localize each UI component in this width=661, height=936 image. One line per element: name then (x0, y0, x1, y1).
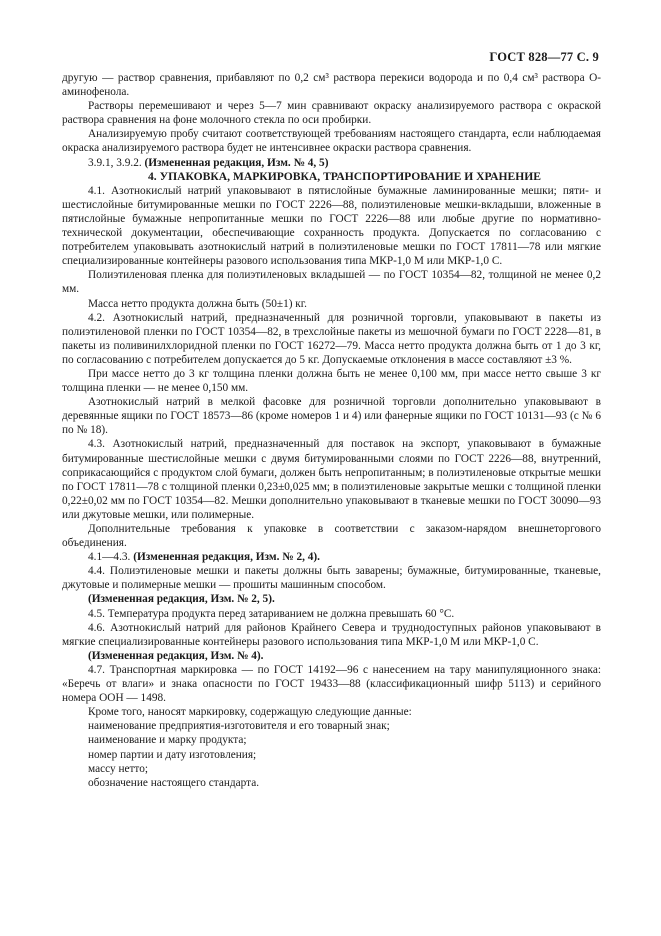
paragraph-4-5: 4.5. Температура продукта перед затариванием не должна превышать 60 °С. (88, 607, 455, 620)
paragraph-revision-4-6 (62, 649, 601, 663)
marking-item: наименование предприятия-изготовителя и его товарный знак; (88, 720, 390, 733)
paragraph-conclusion: Анализируемую пробу считают соответствующей требованиям настоящего стандарта, если наблюдаемая окраска анализируемого раствора будет не интенсивнее окраски раствора сравнения. (62, 128, 601, 155)
paragraph-continuation: другую — раствор сравнения, прибавляют по 0,2 см³ раствора перекиси водорода и по 0,4 см³ раствора О-аминофенола. (62, 72, 601, 99)
paragraph-revision-4-4 (62, 592, 601, 606)
section-title: 4. УПАКОВКА, МАРКИРОВКА, ТРАНСПОРТИРОВАНИЕ И ХРАНЕНИЕ (147, 169, 542, 183)
paragraph-4-2-boxes: Азотнокислый натрий в мелкой фасовке для розничной торговли дополнительно упаковывают в деревянные ящики по ГОСТ 18573—86 (кроме номеров 1 и 4) или фанерные ящики по ГОСТ 10131—93 (с № 6 по № 18). (62, 396, 601, 437)
paragraph-4-4: 4.4. Полиэтиленовые мешки и пакеты должны быть заварены; бумажные, битумированные, тканевые, джутовые и полимерные мешки — прошиты машинным способом. (62, 565, 601, 592)
page-header: ГОСТ 828—77 С. 9 (489, 50, 599, 64)
revision-note: (Измененная редакция, Изм. № 2, 5). (88, 593, 275, 606)
paragraph-4-3: 4.3. Азотнокислый натрий, предназначенный для поставок на экспорт, упаковывают в бумажные битумированные шестислойные мешки с двумя битумированными слоями по ГОСТ 2226—88, внутренний, соприкасающийся с продуктом слой бумаги, должен быть непропитанным; в полиэтиленовые открытые мешки по ГОСТ 17811—78 с толщиной пленки 0,23±0,025 мм; в полиэтиленовые закрытые мешки с толщиной пленки 0,22±0,02 мм по ГОСТ 10354—82. Мешки дополнительно упаковывают в тканевые мешки по ГОСТ 30090—93 или джутовые мешки, или полимерные. (62, 438, 601, 521)
paragraph-4-1-mass: Масса нетто продукта должна быть (50±1) кг. (88, 297, 307, 310)
paragraph-revision-391 (62, 156, 601, 170)
paragraph-4-6: 4.6. Азотнокислый натрий для районов Крайнего Севера и труднодоступных районов упаковывают в мягкие специализированные контейнеры разового использования типа МКР-1,0 М или МКР-1,0 С. (62, 621, 601, 648)
paragraph-4-7: 4.7. Транспортная маркировка — по ГОСТ 14192—96 с нанесением на тару манипуляционного знака: «Беречь от влаги» и знака опасности по ГОСТ 19433—88 (классификационный шифр 5113) и серийного номера ООН — 1498. (62, 663, 601, 705)
marking-item: обозначение настоящего стандарта. (88, 776, 260, 789)
revision-note: (Измененная редакция, Изм. № 4). (88, 649, 264, 662)
revision-note: (Измененная редакция, Изм. № 2, 4). (133, 551, 320, 564)
revision-ref: 4.1—4.3. (88, 551, 131, 564)
paragraph-4-2-thickness: При массе нетто до 3 кг толщина пленки должна быть не менее 0,100 мм, при массе нетто свыше 3 кг толщина пленки — не менее 0,150 мм. (62, 367, 601, 395)
marking-item: наименование и марку продукта; (88, 734, 247, 747)
document-body (62, 71, 601, 790)
paragraph-4-2: 4.2. Азотнокислый натрий, предназначенный для розничной торговли, упаковывают в пакеты из полиэтиленовой пленки по ГОСТ 10354—82, в трехслойные пакеты из мешочной бумаги по ГОСТ 2228—81, в пакеты из поливинилхлоридной пленки по ГОСТ 16272—79. Масса нетто продукта должна быть от 1 до 3 кг, по согласованию с потребителем допускается до 5 кг. Допускаемые отклонения в массе составляют ±3 %. (62, 311, 601, 366)
paragraph-4-1: 4.1. Азотнокислый натрий упаковывают в пятислойные бумажные ламинированные мешки; пяти- и шестислойные битумированные мешки по ГОСТ 2226—88, полиэтиленовые мешки-вкладыши, вложенные в пятислойные бумажные непропитанные мешки по ГОСТ 2226—88 или любые другие по нормативно-технической документации, обеспечивающие сохранность продукта. Допускается по согласованию с потребителем упаковывать азотнокислый натрий в полиэтиленовые мешки по ГОСТ 17811—78 или мягкие специализированные контейнеры разового использования типа МКР-1,0 М или МКР-1,0 С. (62, 184, 601, 268)
revision-note: (Измененная редакция, Изм. № 4, 5) (144, 156, 329, 169)
paragraph-revision-4-1-4-3 (62, 550, 601, 564)
marking-item: массу нетто; (88, 762, 149, 775)
paragraph-4-3-extra: Дополнительные требования к упаковке в соответствии с заказом-нарядом внешнеторгового объединения. (62, 523, 601, 550)
paragraph-4-1-film: Полиэтиленовая пленка для полиэтиленовых вкладышей — по ГОСТ 10354—82, толщиной не менее 0,2 мм. (62, 269, 601, 296)
paragraph-compare: Растворы перемешивают и через 5—7 мин сравнивают окраску анализируемого раствора с окраской раствора сравнения на фоне молочного стекла по оси пробирки. (62, 100, 601, 127)
revision-ref: 3.9.1, 3.9.2. (88, 156, 142, 169)
marking-intro: Кроме того, наносят маркировку, содержащую следующие данные: (88, 706, 412, 719)
marking-item: номер партии и дату изготовления; (88, 748, 257, 761)
